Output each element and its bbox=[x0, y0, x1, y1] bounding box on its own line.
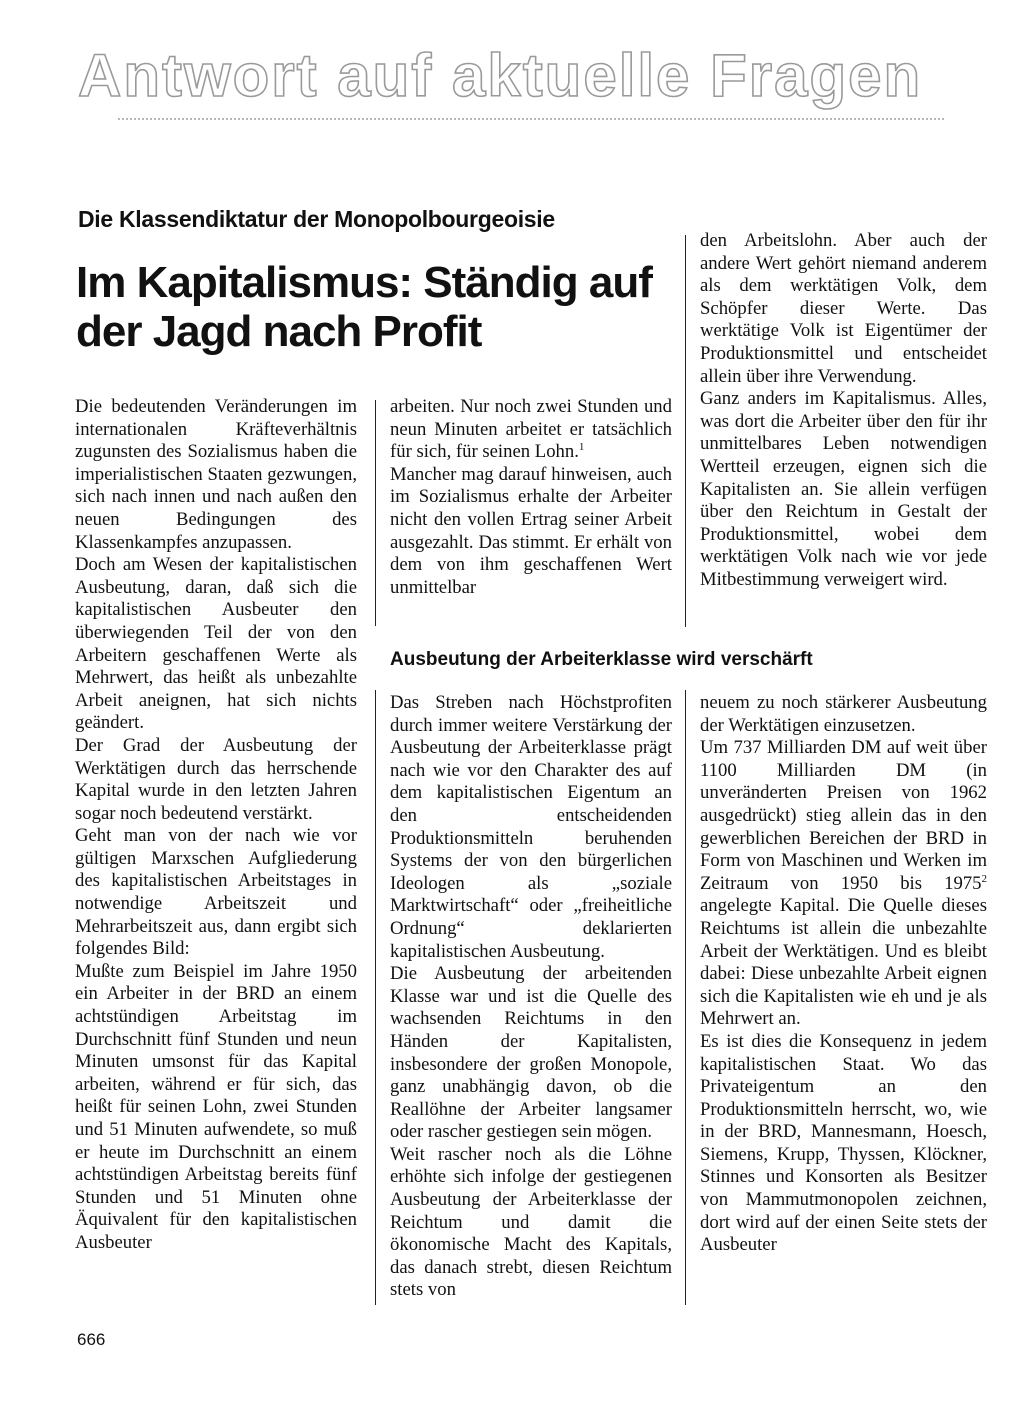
column-3-top bbox=[700, 230, 987, 592]
column-1 bbox=[75, 396, 357, 1255]
column-rule-3 bbox=[375, 690, 376, 1305]
col3-bottom-paragraph-2-after: angelegte Kapital. Die Quelle dieses Reichtums ist allein die unbezahlte Arbeit der Werktätigen. Und es bleibt dabei: Diese unbezahlte Arbeit eignen sich die Kapitalisten wie eh und je als Mehrwert an. bbox=[700, 895, 987, 1030]
column-rule-2 bbox=[685, 235, 686, 627]
col1-paragraph-3: Der Grad der Ausbeutung der Werktätigen durch das herrschende Kapital wurde in den letzten Jahren sogar noch bedeutend verstärkt. bbox=[75, 734, 357, 824]
article-kicker: Die Klassendiktatur der Monopolbourgeoisie bbox=[78, 206, 555, 232]
column-2-bottom bbox=[390, 692, 672, 1302]
col1-paragraph-2: Doch am Wesen der kapitalistischen Ausbeutung, daran, daß sich die kapitalistischen Ausbeuter den überwiegenden Teil der von den Arbeitern geschaffenen Werte als Mehrwert, das heißt als unbezahlte Arbeit aneignen, hat sich nichts geändert. bbox=[75, 554, 357, 734]
col1-paragraph-1: Die bedeutenden Veränderungen im internationalen Kräfteverhältnis zugunsten des Sozialismus haben die imperialistischen Staaten gezwungen, sich nach innen und nach außen den neuen Bedingungen des Klassenkampfes anzupassen. bbox=[75, 396, 357, 553]
col3-top-paragraph-1: den Arbeitslohn. Aber auch der andere Wert gehört niemand anderem als dem werktätigen Volk, dem Schöpfer dieser Werte. Das werktätige Volk ist Eigentümer der Produktionsmittel und entscheidet allein über ihre Verwendung. bbox=[700, 230, 987, 387]
column-2-top bbox=[390, 396, 672, 599]
col2-bottom-paragraph-1: Das Streben nach Höchstprofiten durch immer weitere Verstärkung der Ausbeutung der Arbeiterklasse prägt nach wie vor den Charakter des auf dem kapitalistischen Eigentum an den entscheidenden Produktionsmitteln beruhenden Systems der von den bürgerlichen Ideologen als „soziale Marktwirtschaft“ oder „freiheitliche Ordnung“ deklarierten kapitalistischen Ausbeutung. bbox=[390, 692, 672, 962]
col3-bottom-paragraph-3: Es ist dies die Konsequenz in jedem kapitalistischen Staat. Wo das Privateigentum an den Produktionsmitteln herrscht, wo, wie in der BRD, Mannesmann, Hoesch, Siemens, Krupp, Thyssen, Klöckner, Stinnes und Konsorten als Besitzer von Mammutmonopolen zeichnen, dort wird auf der einen Seite stets der Ausbeuter bbox=[700, 1030, 987, 1256]
article-headline: Im Kapitalismus: Ständig auf der Jagd nach Profit bbox=[76, 258, 652, 356]
column-rule-4 bbox=[685, 690, 686, 1305]
col2-bottom-paragraph-3: Weit rascher noch als die Löhne erhöhte sich infolge der gestiegenen Ausbeutung der Arbeiterklasse der Reichtum und damit die ökonomische Macht des Kapitals, das danach strebt, diesen Reichtum stets von bbox=[390, 1143, 672, 1301]
col3-bottom-paragraph-2 bbox=[700, 737, 987, 1031]
col2-top-paragraph-2: Mancher mag darauf hinweisen, auch im Sozialismus erhalte der Arbeiter nicht den vollen Ertrag seiner Arbeit ausgezahlt. Das stimmt. Er erhält von dem von ihm geschaffenen Wert unmittelbar bbox=[390, 463, 672, 598]
column-rule-1 bbox=[375, 400, 376, 626]
col3-top-paragraph-2: Ganz anders im Kapitalismus. Alles, was dort die Arbeiter über den für ihr unmittelbares Leben notwendigen Wertteil erzeugen, eignen sich die Kapitalisten an. Sie allein verfügen über den Reichtum in Gestalt der Produktionsmittel, wobei dem werktätigen Volk nach wie vor jede Mitbestimmung verweigert wird. bbox=[700, 388, 987, 590]
col1-paragraph-4: Geht man von der nach wie vor gültigen Marxschen Aufgliederung des kapitalistischen Arbeitstages in notwendige Arbeitszeit und Mehrarbeitszeit aus, dann ergibt sich folgendes Bild: bbox=[75, 825, 357, 960]
article-subhead: Ausbeutung der Arbeiterklasse wird verschärft bbox=[390, 649, 813, 670]
col2-top-paragraph-1 bbox=[390, 396, 672, 464]
col2-top-paragraph-1-text: arbeiten. Nur noch zwei Stunden und neun Minuten arbeitet er tatsächlich für sich, für seinen Lohn. bbox=[390, 396, 672, 463]
col3-bottom-paragraph-2-before: Um 737 Milliarden DM auf weit über 1100 Milliarden DM (in unveränderten Preisen von 1962 ausgedrückt) stieg allein das in den gewerblichen Bereichen der BRD in Form von Maschinen und Werken im Zeitraum von 1950 bis 1975 bbox=[700, 737, 987, 894]
col1-paragraph-5: Mußte zum Beispiel im Jahre 1950 ein Arbeiter in der BRD an einem achtstündigen Arbeitstag im Durchschnitt fünf Stunden und neun Minuten umsonst für das Kapital arbeiten, während er für sich, das heißt für seinen Lohn, zwei Stunden und 51 Minuten aufwendete, so muß er heute im Durchschnitt an einem achtstündigen Arbeitstag bereits fünf Stunden und 51 Minuten ohne Äquivalent für den kapitalistischen Ausbeuter bbox=[75, 960, 357, 1253]
footnote-marker-1: 1 bbox=[578, 440, 585, 453]
col2-bottom-paragraph-2: Die Ausbeutung der arbeitenden Klasse war und ist die Quelle des wachsenden Reichtums in den Händen der Kapitalisten, insbesondere der großen Monopole, ganz unabhängig davon, ob die Reallöhne der Arbeiter langsamer oder rascher gestiegen sein mögen. bbox=[390, 963, 672, 1143]
column-3-bottom bbox=[700, 692, 987, 1257]
page-number: 666 bbox=[77, 1330, 106, 1349]
banner-rule bbox=[118, 118, 944, 120]
col3-bottom-paragraph-1: neuem zu noch stärkerer Ausbeutung der Werktätigen einzusetzen. bbox=[700, 692, 987, 736]
footnote-marker-2: 2 bbox=[981, 872, 987, 885]
section-banner: Antwort auf aktuelle Fragen bbox=[78, 42, 923, 109]
